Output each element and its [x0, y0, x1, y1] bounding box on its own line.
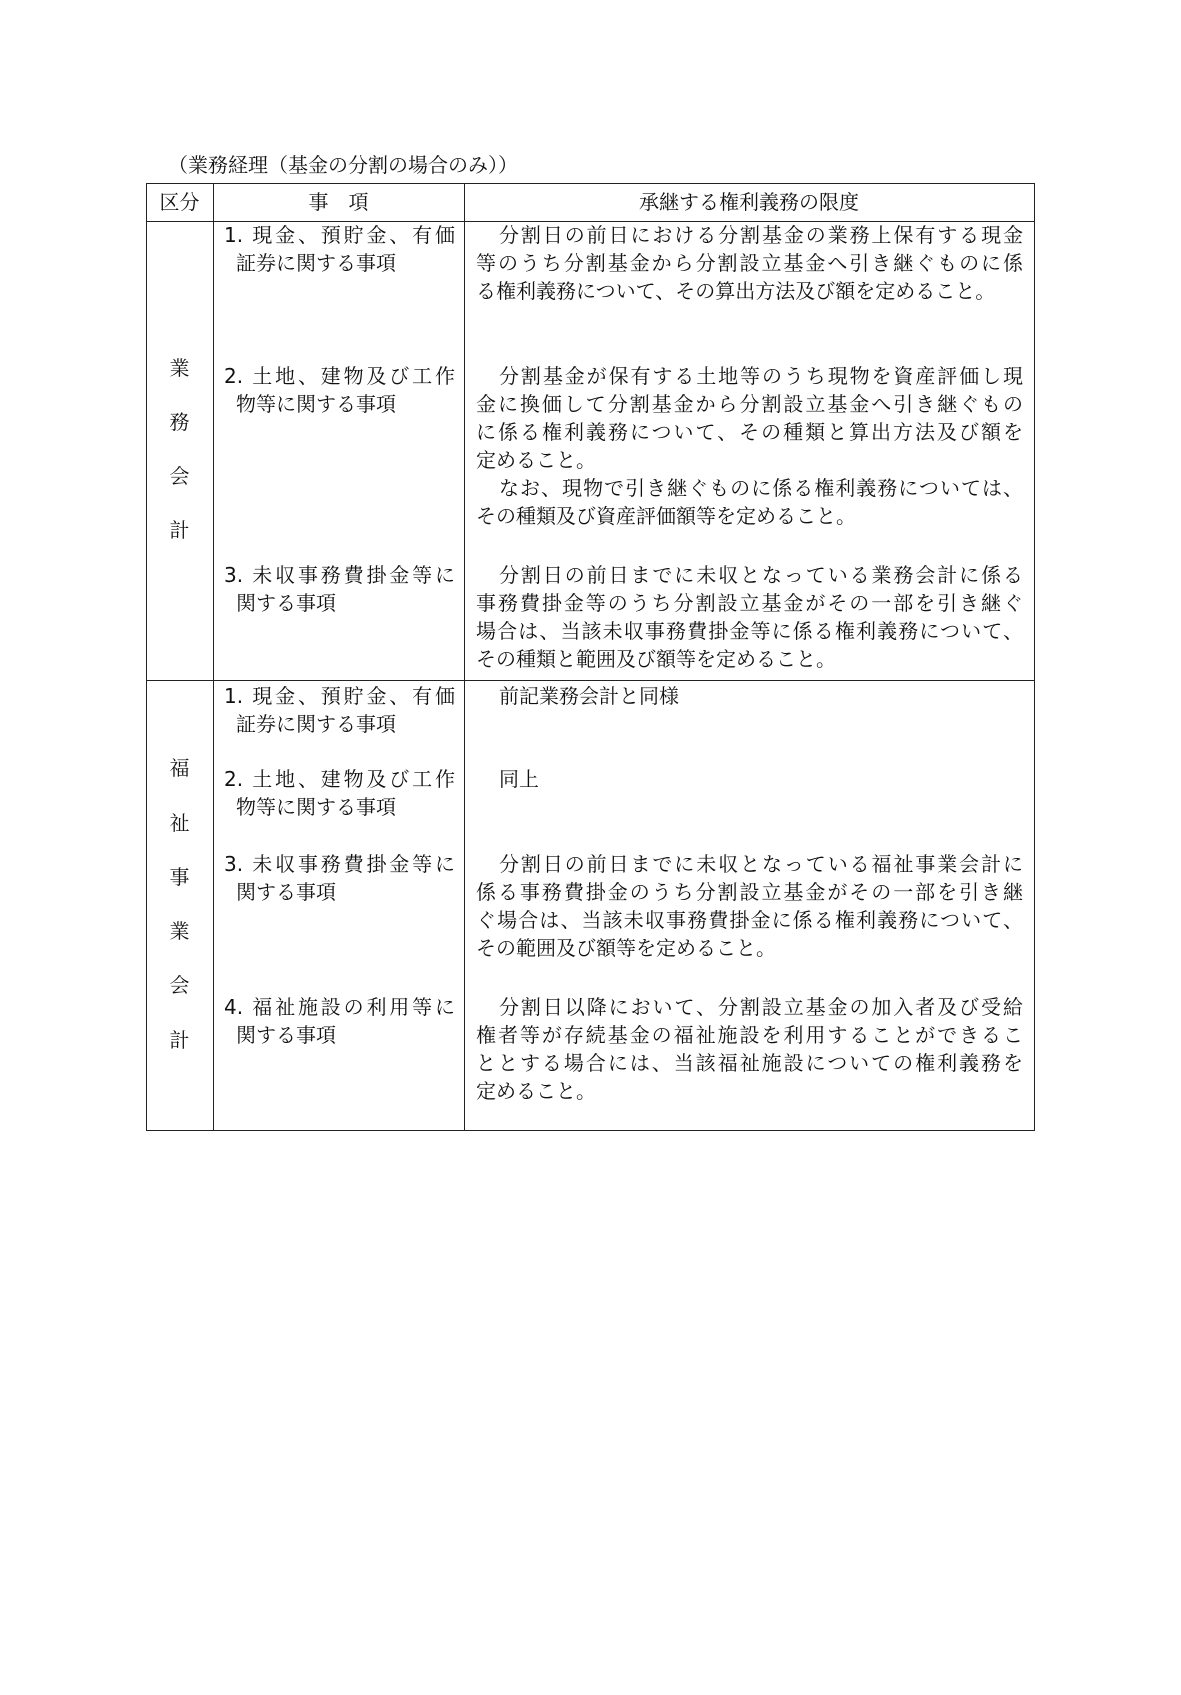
scope-description-line: 同上	[499, 767, 539, 791]
scope-description-line: 分割日の前日における分割基金の業務上保有する現金	[499, 223, 1023, 247]
table-border-bottom	[146, 1130, 1035, 1131]
header-scope: 承継する権利義務の限度	[639, 190, 859, 214]
scope-description-line: 前記業務会計と同様	[499, 684, 679, 708]
item-title-line: 3. 未収事務費掛金等に	[224, 852, 455, 876]
item-title-line: 関する事項	[236, 1023, 336, 1047]
header-category: 区分	[159, 190, 200, 214]
scope-description-line: 定めること。	[476, 448, 596, 472]
item-title-line: 証券に関する事項	[236, 251, 396, 275]
scope-description-line: 係る事務費掛金のうち分割設立基金がその一部を引き継	[476, 880, 1023, 904]
item-title-line: 2. 土地、建物及び工作	[224, 364, 455, 388]
item-title-line: 関する事項	[236, 591, 336, 615]
section-label-char: 務	[169, 410, 190, 434]
section-label-char: 事	[169, 865, 190, 889]
section-label-char: 会	[169, 973, 190, 997]
section-label-char: 計	[169, 1028, 190, 1052]
scope-description-line: 事務費掛金等のうち分割設立基金がその一部を引き継ぐ	[476, 591, 1023, 615]
item-title-line: 1. 現金、預貯金、有価	[224, 223, 455, 247]
column-divider-1	[213, 183, 214, 1131]
column-divider-2	[464, 183, 465, 1131]
scope-description-line: その種類と範囲及び額等を定めること。	[476, 647, 836, 671]
scope-description-line: 分割日の前日までに未収となっている業務会計に係る	[499, 563, 1023, 587]
scope-description-line: 等のうち分割基金から分割設立基金へ引き継ぐものに係	[476, 251, 1023, 275]
scope-description-line: ぐ場合は、当該未収事務費掛金に係る権利義務について、	[476, 908, 1023, 932]
scope-description-line: 金に換価して分割基金から分割設立基金へ引き継ぐもの	[476, 392, 1023, 416]
item-title-line: 関する事項	[236, 880, 336, 904]
item-title-line: 4. 福祉施設の利用等に	[224, 995, 455, 1019]
table-border-right	[1034, 183, 1035, 1131]
section-label-char: 会	[169, 464, 190, 488]
scope-description-line: 権者等が存続基金の福祉施設を利用することができるこ	[476, 1023, 1023, 1047]
scope-description-line: 分割日の前日までに未収となっている福祉事業会計に	[499, 852, 1023, 876]
scope-description-line: る権利義務について、その算出方法及び額を定めること。	[476, 279, 996, 303]
table-border-top	[146, 183, 1035, 184]
scope-description-line: 定めること。	[476, 1079, 596, 1103]
section-label-char: 業	[169, 356, 190, 380]
item-title-line: 1. 現金、預貯金、有価	[224, 684, 455, 708]
item-title-line: 3. 未収事務費掛金等に	[224, 563, 455, 587]
section-label-char: 祉	[169, 811, 190, 835]
section-divider	[146, 680, 1035, 681]
header-item: 事 項	[308, 190, 369, 214]
scope-description-line: 場合は、当該未収事務費掛金等に係る権利義務について、	[476, 619, 1023, 643]
table-caption: （業務経理（基金の分割の場合のみ））	[168, 153, 518, 177]
item-title-line: 物等に関する事項	[236, 392, 396, 416]
section-label-char: 福	[169, 756, 190, 780]
scope-description-line: に係る権利義務について、その種類と算出方法及び額を	[476, 420, 1023, 444]
scope-description-line: その種類及び資産評価額等を定めること。	[476, 504, 856, 528]
section-label-char: 業	[169, 919, 190, 943]
scope-description-line: 分割日以降において、分割設立基金の加入者及び受給	[499, 995, 1023, 1019]
scope-description-line: その範囲及び額等を定めること。	[476, 936, 776, 960]
scope-description-line: ととする場合には、当該福祉施設についての権利義務を	[476, 1051, 1023, 1075]
scope-description-line: 分割基金が保有する土地等のうち現物を資産評価し現	[499, 364, 1023, 388]
section-label-char: 計	[169, 518, 190, 542]
scope-description-line: なお、現物で引き継ぐものに係る権利義務については、	[499, 476, 1023, 500]
item-title-line: 2. 土地、建物及び工作	[224, 767, 455, 791]
item-title-line: 物等に関する事項	[236, 795, 396, 819]
item-title-line: 証券に関する事項	[236, 712, 396, 736]
